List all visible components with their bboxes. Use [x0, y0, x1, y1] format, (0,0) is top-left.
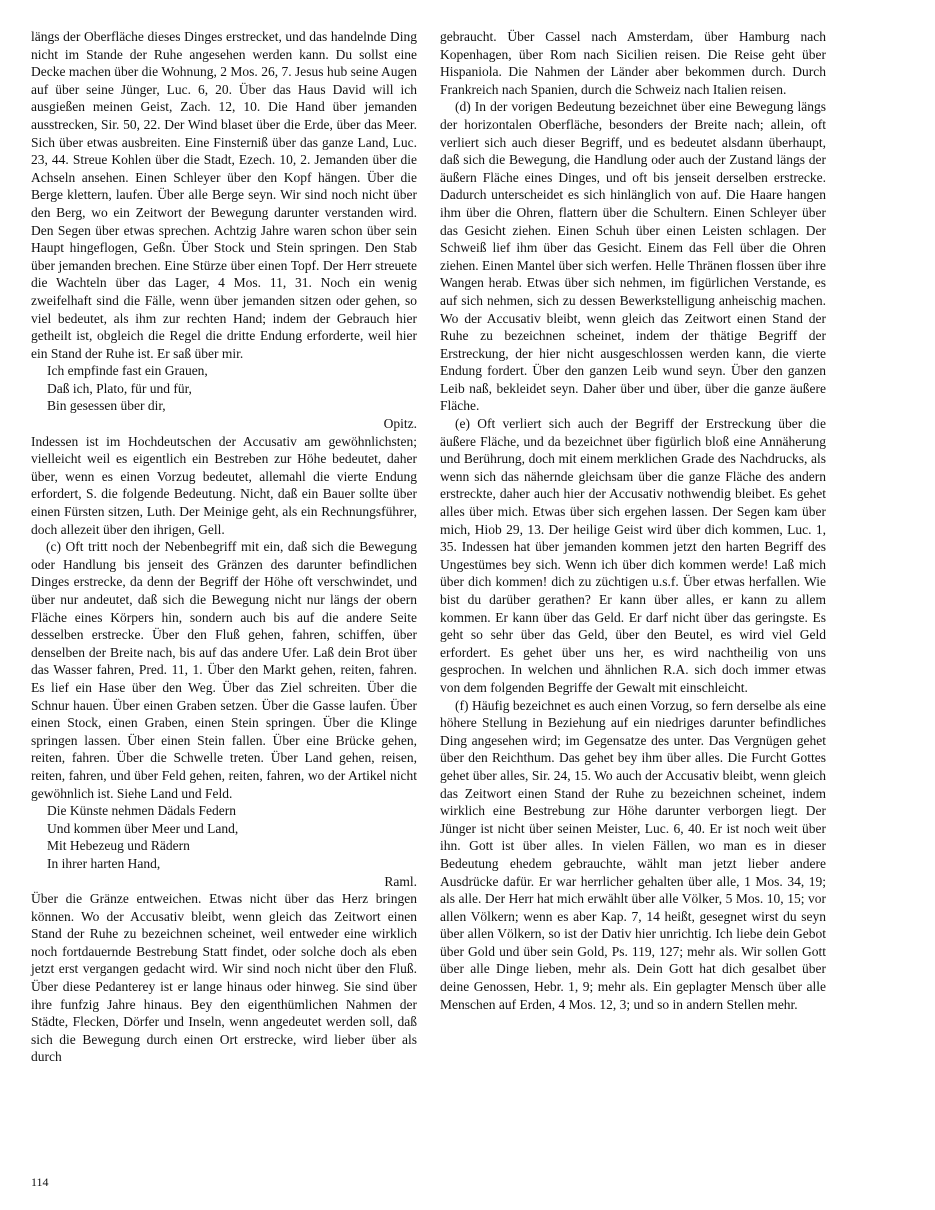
verse-attribution: Opitz. [383, 416, 417, 432]
verse-line: Ich empfinde fast ein Grauen, [47, 363, 208, 379]
paragraph: (d) In der vorigen Bedeutung bezeichnet über eine Bewegung längs der horizontalen Oberfläche, besonders der Breite nach; allein, oft verliert sich auch dieser Begriff, und es bedeutet alsdann überhaupt, daß sich die Bewegung, die Handlung oder auch der Zustand längs der äußern Fläche eines Dinges, und oft bis jenseit derselben erstrecke. Dadurch unterscheidet es sich hinlänglich von auf. Die Haare hangen ihm über die Ohren, flattern über die Schultern. Einen Schleyer über das Gesicht ziehen. Einen Schuh über einen Leisten schlagen. Der Schweiß lief ihm über das Gesicht. Einem das Fell über die Ohren ziehen. Einen Mantel über sich werfen. Helle Thränen flossen über ihre Wangen herab. Etwas über sich nehmen, im figürlichen Verstande, es auf sich nehmen, sich zu dessen Bewerkstelligung anheischig machen. Wo der Accusativ bleibt, wenn gleich das Zeitwort einen Stand der Ruhe zu bezeichnen scheinet, indem der thätige Begriff der Erstreckung, der hier nicht ausgeschlossen werden kann, die vierte Endung fordert. Über den ganzen Leib wund seyn. Über den ganzen Leib naß, bekleidet seyn. Daher über und über, über die ganze äußere Fläche. [440, 99, 826, 414]
right-column [440, 28, 826, 1013]
paragraph: Indessen ist im Hochdeutschen der Accusativ am gewöhnlichsten; vielleicht weil es eigentlich ein Bestreben zur Höhe bedeutet, daher über, wenn es einen Vorzug bedeutet, allemahl die vierte Endung erfordert, S. die folgende Bedeutung. Nicht, daß ein Bauer sollte über einen Fürsten sitzen, Luth. Der Meinige geht, als ein Rechnungsführer, doch allezeit über den ihrigen, Gell. [31, 433, 417, 537]
left-column [31, 28, 417, 1066]
verse-line: Daß ich, Plato, für und für, [47, 380, 192, 396]
verse-attribution: Raml. [384, 873, 417, 889]
paragraph: (e) Oft verliert sich auch der Begriff der Erstreckung über die äußere Fläche, und da bezeichnet über figürlich bloß eine Annäherung und Berührung, doch mit einem merklichen Grade des Nachdrucks, als wenn sich das nähernde gleichsam über die ganze Fläche des andern erstreckte, daher auch hier der Accusativ nothwendig bleibet. Es gehet alles über mich. Etwas über sich ergehen lassen. Der Segen kam über mich, Hiob 29, 13. Der heilige Geist wird über dich kommen, Luc. 1, 35. Indessen hat über jemanden kommen jetzt den harten Begriff des Ungestümes bey sich. Wenn ich über dich kommen werde! Laß mich über dich kommen! dich zu züchtigen u.s.f. Über etwas herfallen. Wie bist du darüber gerathen? Er kann über alles, er kann zu allem kommen. Er kann über das Geld. Er darf nicht über das geringste. Es geht so sehr über das Geld, über den Beutel, es wird viel Geld erfordert. Es gehet über uns her, es wird nachtheilig von uns gesprochen. In welchen und ähnlichen R.A. sich doch immer etwas von dem folgenden Begriffe der Gewalt mit einschleicht. [440, 416, 826, 695]
paragraph: Über die Gränze entweichen. Etwas nicht über das Herz bringen können. Wo der Accusativ bleibt, wenn gleich das Zeitwort einen Stand der Ruhe zu bezeichnen scheinet, weil entweder eine wirklich noch fortdauernde Bestrebung Statt findet, oder solche doch als eben jetzt erst vergangen gedacht wird. Wir sind noch nicht über den Fluß. Über diese Pedanterey ist er lange hinaus oder hinweg. Sie sind über ihre funfzig Jahre hinaus. Bey den eigenthümlichen Nahmen der Städte, Flecken, Dörfer und Inseln, wenn angedeutet werden soll, daß sich die Bewegung durch einen Ort erstrecke, wird lieber über als durch [31, 891, 417, 1065]
verse-quotation [31, 362, 417, 415]
verse-line: Mit Hebezeug und Rädern [47, 838, 190, 854]
paragraph: gebraucht. Über Cassel nach Amsterdam, über Hamburg nach Kopenhagen, über Rom nach Sicilien reisen. Die Reise geht über Hispaniola. Die Nahmen der Länder aber bekommen durch. Durch Frankreich nach Spanien, durch die Schweiz nach Italien reisen. [440, 29, 826, 97]
verse-line: Bin gesessen über dir, [47, 398, 166, 414]
verse-line: Die Künste nehmen Dädals Federn [47, 803, 236, 819]
verse-line: Und kommen über Meer und Land, [47, 820, 239, 836]
paragraph: (c) Oft tritt noch der Nebenbegriff mit ein, daß sich die Bewegung oder Handlung bis jenseit des Gränzen des darunter befindlichen Dinges erstrecke, da denn der Begriff der Höhe oft verschwindet, und über nur andeutet, daß sich die Bewegung nicht nur längs der obern Fläche eines Körpers hin, sondern auch bis auf die andere Seite desselben erstrecke. Über den Fluß gehen, fahren, schiffen, über denselben der Breite nach, bis auf das andere Ufer. Laß dein Brot über das Wasser fahren, Pred. 11, 1. Über den Markt gehen, reiten, fahren. Es lief ein Hase über den Weg. Über das Ziel schreiten. Über die Schnur hauen. Über einen Graben setzen. Über die Gasse laufen. Über einen Stock, einen Graben, einen Stein springen. Über die Klinge springen lassen. Über einen Stein fallen. Über eine Brücke gehen, reiten, fahren. Über die Schwelle treten. Über Land gehen, reisen, reiten, fahren, und über Feld gehen, reiten, fahren, wo der Artikel nicht gewöhnlich ist. Siehe Land und Feld. [31, 539, 417, 801]
verse-line: In ihrer harten Hand, [47, 855, 161, 871]
paragraph: längs der Oberfläche dieses Dinges erstrecket, und das handelnde Ding nicht im Stande der Ruhe angesehen werden kann. Du sollst eine Decke machen über die Wohnung, 2 Mos. 26, 7. Jesus hub seine Augen auf über seine Jünger, Luc. 6, 20. Über das Haus David will ich ausgießen meinen Geist, Zach. 12, 10. Die Hand über jemanden ausstrecken, Sir. 50, 22. Der Wind blaset über die Erde, über das Meer. Sich über etwas ausbreiten. Eine Finsterniß über das ganze Land, Luc. 23, 44. Streue Kohlen über die Stadt, Ezech. 10, 2. Jemanden über die Achseln ansehen. Einen Schleyer über den Kopf hängen. Über die Berge klettern, laufen. Über alle Berge seyn. Wir sind noch nicht über den Berg, wo ein Zeitwort der Bewegung darunter verstanden wird. Den Segen über etwas sprechen. Achtzig Jahre waren schon über sein Haupt hingeflogen, Geßn. Über Stock und Stein springen. Den Stab über jemanden brechen. Eine Stürze über einen Topf. Der Herr streuete die Wachteln über das Lager, 4 Mos. 11, 31. Noch ein wenig zweifelhaft sind die Fälle, wenn über jemanden sitzen oder gehen, so viel bedeutet, als ihm zur rechten Hand; indem der Gebrauch hier getheilt ist, obgleich die Regel die dritte Endung erforderte, weil hier ein Stand der Ruhe ist. Er saß über mir. [31, 29, 417, 361]
page-number: 114 [31, 1175, 49, 1189]
verse-quotation [31, 802, 417, 872]
paragraph: (f) Häufig bezeichnet es auch einen Vorzug, so fern derselbe als eine höhere Stellung in Beziehung auf ein niedriges darunter befindliches Ding angesehen wird; im Gegensatze des unter. Das Vergnügen gehet über den Reichthum. Das gehet bey ihm über alles. Die Furcht Gottes gehet über alles, Sir. 24, 15. Wo auch der Accusativ bleibt, wenn gleich das Zeitwort einen Stand der Ruhe zu bezeichnen scheinet, indem wirklich eine Bestrebung zur Höhe darunter verborgen liegt. Der Jünger ist nicht über seinen Meister, Luc. 6, 40. Er ist noch weit über ihn. Gott ist über alles. In vielen Fällen, wo man es in dieser Bedeutung ehedem gebrauchte, wählt man jetzt lieber andere Ausdrücke dafür. Er war herrlicher gehalten über alle, 1 Mos. 34, 19; als alle. Der Herr hat mich erwählt über alle Völker, 5 Mos. 10, 15; vor allen Völkern; wenn es aber Kap. 7, 14 heißt, gesegnet wirst du seyn über allen Völkern, so ist der Dativ hier unrichtig. Ich liebe dein Gebot über Gold und über sein Gold, Ps. 119, 127; mehr als. Wir sollen Gott über alle Dinge lieben, mehr als. Dein Gott hat dich gesalbet über deine Genossen, Hebr. 1, 9; mehr als. Ein geplagter Mensch über alle Menschen auf Erden, 4 Mos. 12, 3; und so in andern Stellen mehr. [440, 697, 826, 1012]
